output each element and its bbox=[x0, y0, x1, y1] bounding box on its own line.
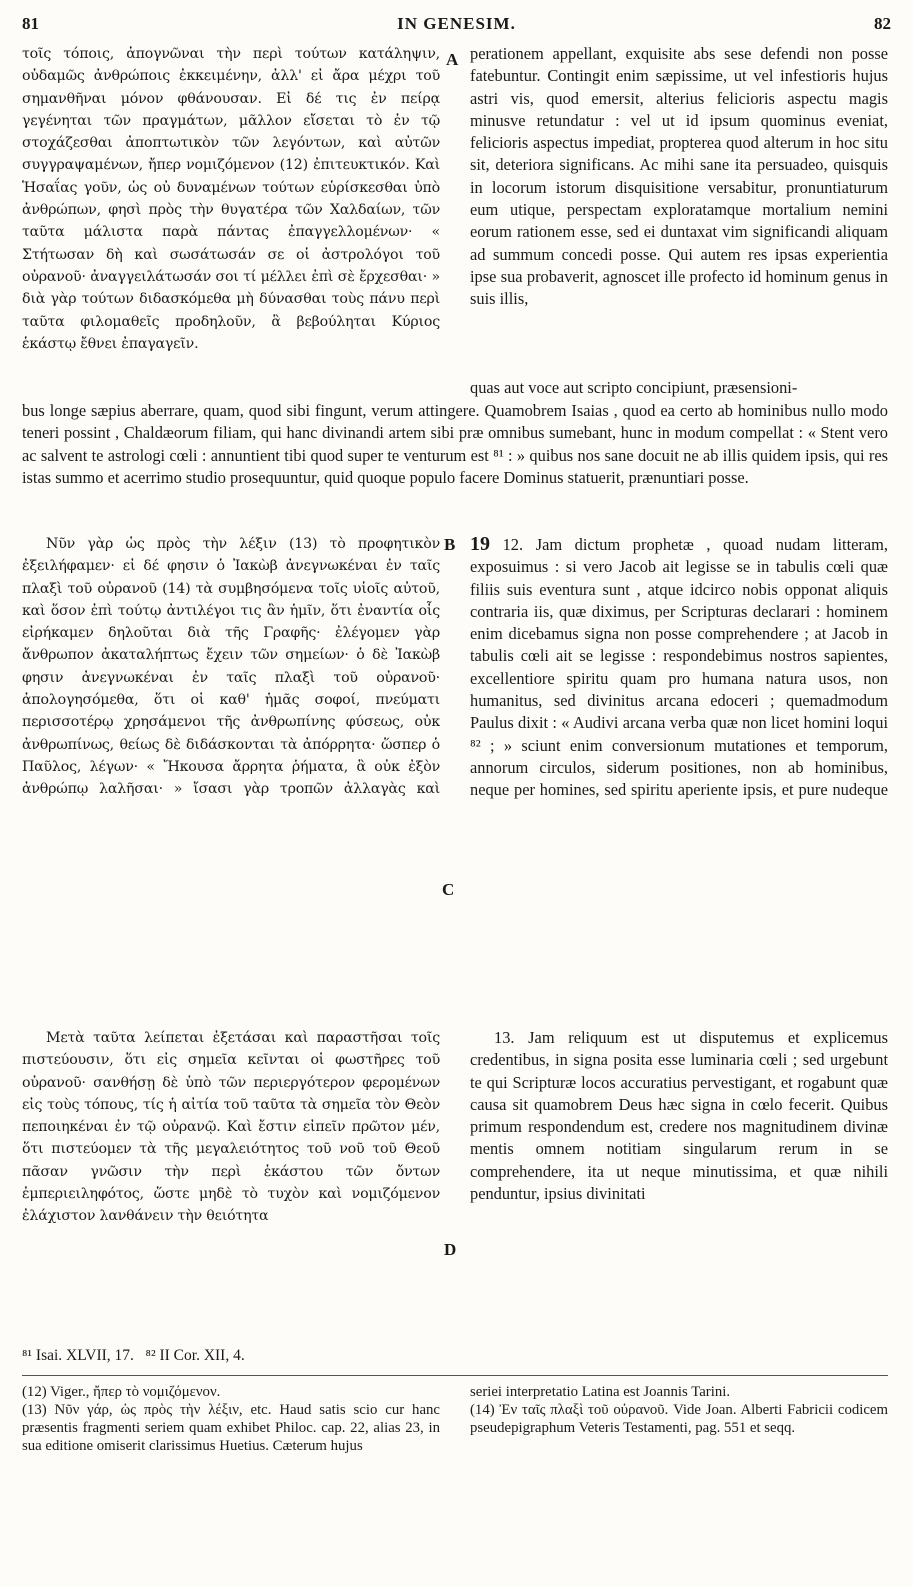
left-page-number: 81 bbox=[22, 14, 39, 33]
margin-letter-a: A bbox=[446, 50, 459, 69]
page-header bbox=[22, 14, 891, 42]
greek-column-2 bbox=[22, 533, 440, 803]
right-page-number: 82 bbox=[874, 14, 891, 33]
full-width-latin: bus longe sæpius aberrare, quam, quod sibi fingunt, verum attingere. Quamobrem Isaias , quod ea certo ab hominibus nullo modo teneri possint , Chaldæorum filiam, qui hanc divinandi artem sibi præ omnibus sumebant, hunc in modum compellat : « Stent vero ac salvent te astrologi cœli : annuntient tibi quod super te venturum est ⁸¹ : » quibus nos sane docuit ne ab illis quidem ipsis, qui res istas summo et acerrimo studio prosequuntur, quid quoque populo facere Dominus statuerit, prænuntiari posse. bbox=[22, 401, 888, 487]
footnotes-right: seriei interpretatio Latina est Joannis Tarini. (14) Ἐν ταῖς πλαξὶ τοῦ οὐρανοῦ. Vide Joan. Alberti Fabricii codicem pseudepigraphum Veteris Testamenti, pag. 551 et seqq. bbox=[470, 1384, 888, 1436]
greek-column-3: Μετὰ ταῦτα λείπεται ἐξετάσαι καὶ παραστῆσαι τοῖς πιστεύουσιν, ὅτι εἰς σημεῖα κεῖνται οἱ φωστῆρες τοῦ οὐρανοῦ· σανθήσῃ δὲ ὑπὸ τῶν περιεργότερον φερομένων εἰς τοὺς τόπους, τίς ἡ αἰτία τοῦ ταῦτα τὰ σημεῖα τὸν Θεὸν πεποιηκέναι ἐν τῷ οὐρανῷ. Καὶ ἔστιν εἰπεῖν πρῶτον μέν, ὅτι πιστεύομεν τὰ τῆς μεγαλειότητος τοῦ νοῦ τοῦ Θεοῦ πᾶσαν γνῶσιν τὴν περὶ ἑκάστου τῶν ὄντων ἐμπεριειληφότος, ὥστε μηδὲ τὸ τυχὸν καὶ νομιζόμενον ἐλάχιστον λανθάνειν τὴν θειότητα bbox=[22, 1030, 440, 1225]
margin-letter-c: C bbox=[442, 880, 455, 899]
running-title: IN GENESIM. bbox=[397, 14, 516, 33]
greek-paragraph-2: Νῦν γὰρ ὡς πρὸς τὴν λέξιν (13) τὸ προφητικὸν ἐξειλήφαμεν· εἰ δέ φησιν ὁ Ἰακὼβ ἀνεγνωκέναι ἐν ταῖς πλαξὶ τοῦ οὐρανοῦ (14) τὰ συμβησόμενα τοῖς υἱοῖς αὐτοῦ, καὶ ὅσον ἐπὶ τούτῳ ἀντιλέγοι τις ἂν ἡμῖν, ὅτι ἐναντία οἷς εἰρήκαμεν δηλοῦται διὰ τῆς Γραφῆς· ἐλέγομεν γὰρ ἄνθρωπον ἀκαταλήπτως ἔχειν τῶν σημείων· ὁ δὲ Ἰακὼβ φησιν ἀνεγνωκέναι ἐν ταῖς πλαξὶ τοῦ οὐρανοῦ· ἀπολογησόμεθα, ὅτι οἱ καθ' ἡμᾶς σοφοί, πνεύματι περισσοτέρῳ χρησάμενοι τῆς ἀνθρωπίνης φύσεως, οὐκ ἀνθρωπίνως, θείως δὲ διδάσκονται τὰ ἀπόρρητα· ὥσπερ ὁ Παῦλος, λέγων· « Ἤκουσα ἄρρητα ῥήματα, ἃ οὐκ ἐξὸν ἀνθρώπῳ λαλῆσαι· » ἴσασι γὰρ τροπῶν ἀλλαγὰς καὶ bbox=[22, 536, 440, 798]
greek-column-1: τοῖς τόποις, ἀπογνῶναι τὴν περὶ τούτων κατάληψιν, οὐδαμῶς ἀνθρώποις ἐκκειμένην, ἀλλ' εἰ ἄρα μέχρι τοῦ σημανθῆναι μόνον φθάνουσαν. Εἰ δέ τις ἐν πείρᾳ γεγένηται τῶν πραγμάτων, μᾶλλον εἴσεται τὸ ἐν τῷ στοχάζεσθαι ἀποπτωτικὸν τῶν λεγόντων, καὶ αὐτῶν συγγραψαμένων, ἤπερ νομιζόμενον (12) ἐπιτευκτικόν. Καὶ Ἡσαΐας γοῦν, ὡς οὐ δυναμένων τούτων εὑρίσκεσθαι ὑπὸ ἀνθρώπων, φησὶ πρὸς τὴν θυγατέρα τῶν Χαλδαίων, τῶν ταῦτα μάλιστα παρὰ πάντας ἐπαγγελλομένων· « Στήτωσαν δὴ καὶ σωσάτωσάν σε οἱ ἀστρολόγοι τοῦ οὐρανοῦ· ἀναγγειλάτωσάν σοι τί μέλλει ἐπὶ σὲ ἔρχεσθαι· » διὰ γὰρ τούτων διδασκόμεθα μὴ δύνασθαι τοὺς πάνυ περὶ ταῦτα φιλομαθεῖς προδηλοῦν, ἃ βεβούληται Κύριος ἑκάστῳ ἔθνει ἐπαγαγεῖν. bbox=[22, 46, 440, 352]
margin-letter-d: D bbox=[444, 1240, 457, 1259]
greek-column-2-cont bbox=[22, 803, 440, 1028]
latin-paragraph-2: Jam dictum prophetæ , quoad nudam litteram, exposuimus : si vero Jacob ait legisse se in tabulis cœli quæ filiis suis eventura sunt , atque idcirco nobis opponat aliquis contraria iis, quæ diximus, per Scripturas declarari : hominem enim dicebamus signa non posse comprehendere ; at Jacob in tabulis cœli ait se legisse : respondebimus nostros sapientes, excellentiore spiritu quam pro humana natura usos, non humanitus, sed divinitus arcana edoceri ; quemadmodum Paulus dixit : « Audivi arcana verba quæ non licet homini loqui ⁸² ; » sciunt enim conversionum mutationes et temporum, annorum circulos, siderum positiones, non ab hominibus, neque per homines, sed spiritu aperiente ipsis, et pure nudeque bbox=[470, 535, 888, 800]
latin-column-3: 13. Jam reliquum est ut disputemus et explicemus credentibus, in signa posita esse luminaria cœli ; sed urgebunt te qui Scripturæ locos accuratius pervestigant, et rogabunt quæ causa sit quamobrem Deus hæc signa in cœlo fecerit. Quibus primum respondendum est, credere nos magnitudinem divinæ mentis omnem notitiam singularum rerum in se comprehendere, ita ut neque minutissima, et quæ nihili penduntur, ipsius divinitati bbox=[470, 1028, 888, 1204]
latin-column-1-last-line: quas aut voce aut scripto concipiunt, præsensioni- bbox=[470, 378, 798, 397]
footnote-divider bbox=[22, 1375, 888, 1376]
latin-column-2 bbox=[470, 533, 888, 803]
margin-letter-b: B bbox=[444, 535, 456, 554]
footnotes-left: (12) Viger., ἤπερ τὸ νομιζόμενον. (13) Νῦν γάρ, ὡς πρὸς τὴν λέξιν, etc. Haud satis scio cur hanc præsentis fragmenti seriem quam exhibet Philoc. cap. 22, alias 23, in sua editione omiserit clarissimus Huetius. Cæterum hujus bbox=[22, 1384, 440, 1454]
scripture-references: ⁸¹ Isai. XLVII, 17. ⁸² II Cor. XII, 4. bbox=[22, 1347, 245, 1364]
column-number: 19 bbox=[470, 533, 490, 555]
section-number: 12. bbox=[502, 535, 524, 554]
latin-column-1: perationem appellant, exquisite abs sese defendi non posse fatebuntur. Contingit enim sæpissime, ut vel infestioris hujus astri vis, quod emersit, alterius felicioris aspectu magis minusve retundatur : vel ut id ipsum quominus eveniat, felicioris aspectus impediat, propterea quod alterum in hoc situ sit, deteriora significans. Ac mihi sane ita persuadeo, quisquis in locorum istorum disquisitione versabitur, pronuntiaturum eum utique, perspectam exploratamque mortalium nemini eorum rationem esse, sed ei duntaxat vim significandi aliquam ad summum concedi posse. Qui autem res ipsas experientia ipse sua probaverit, agnoscet ille profecto id hominum genus in suis illis, bbox=[470, 44, 888, 309]
